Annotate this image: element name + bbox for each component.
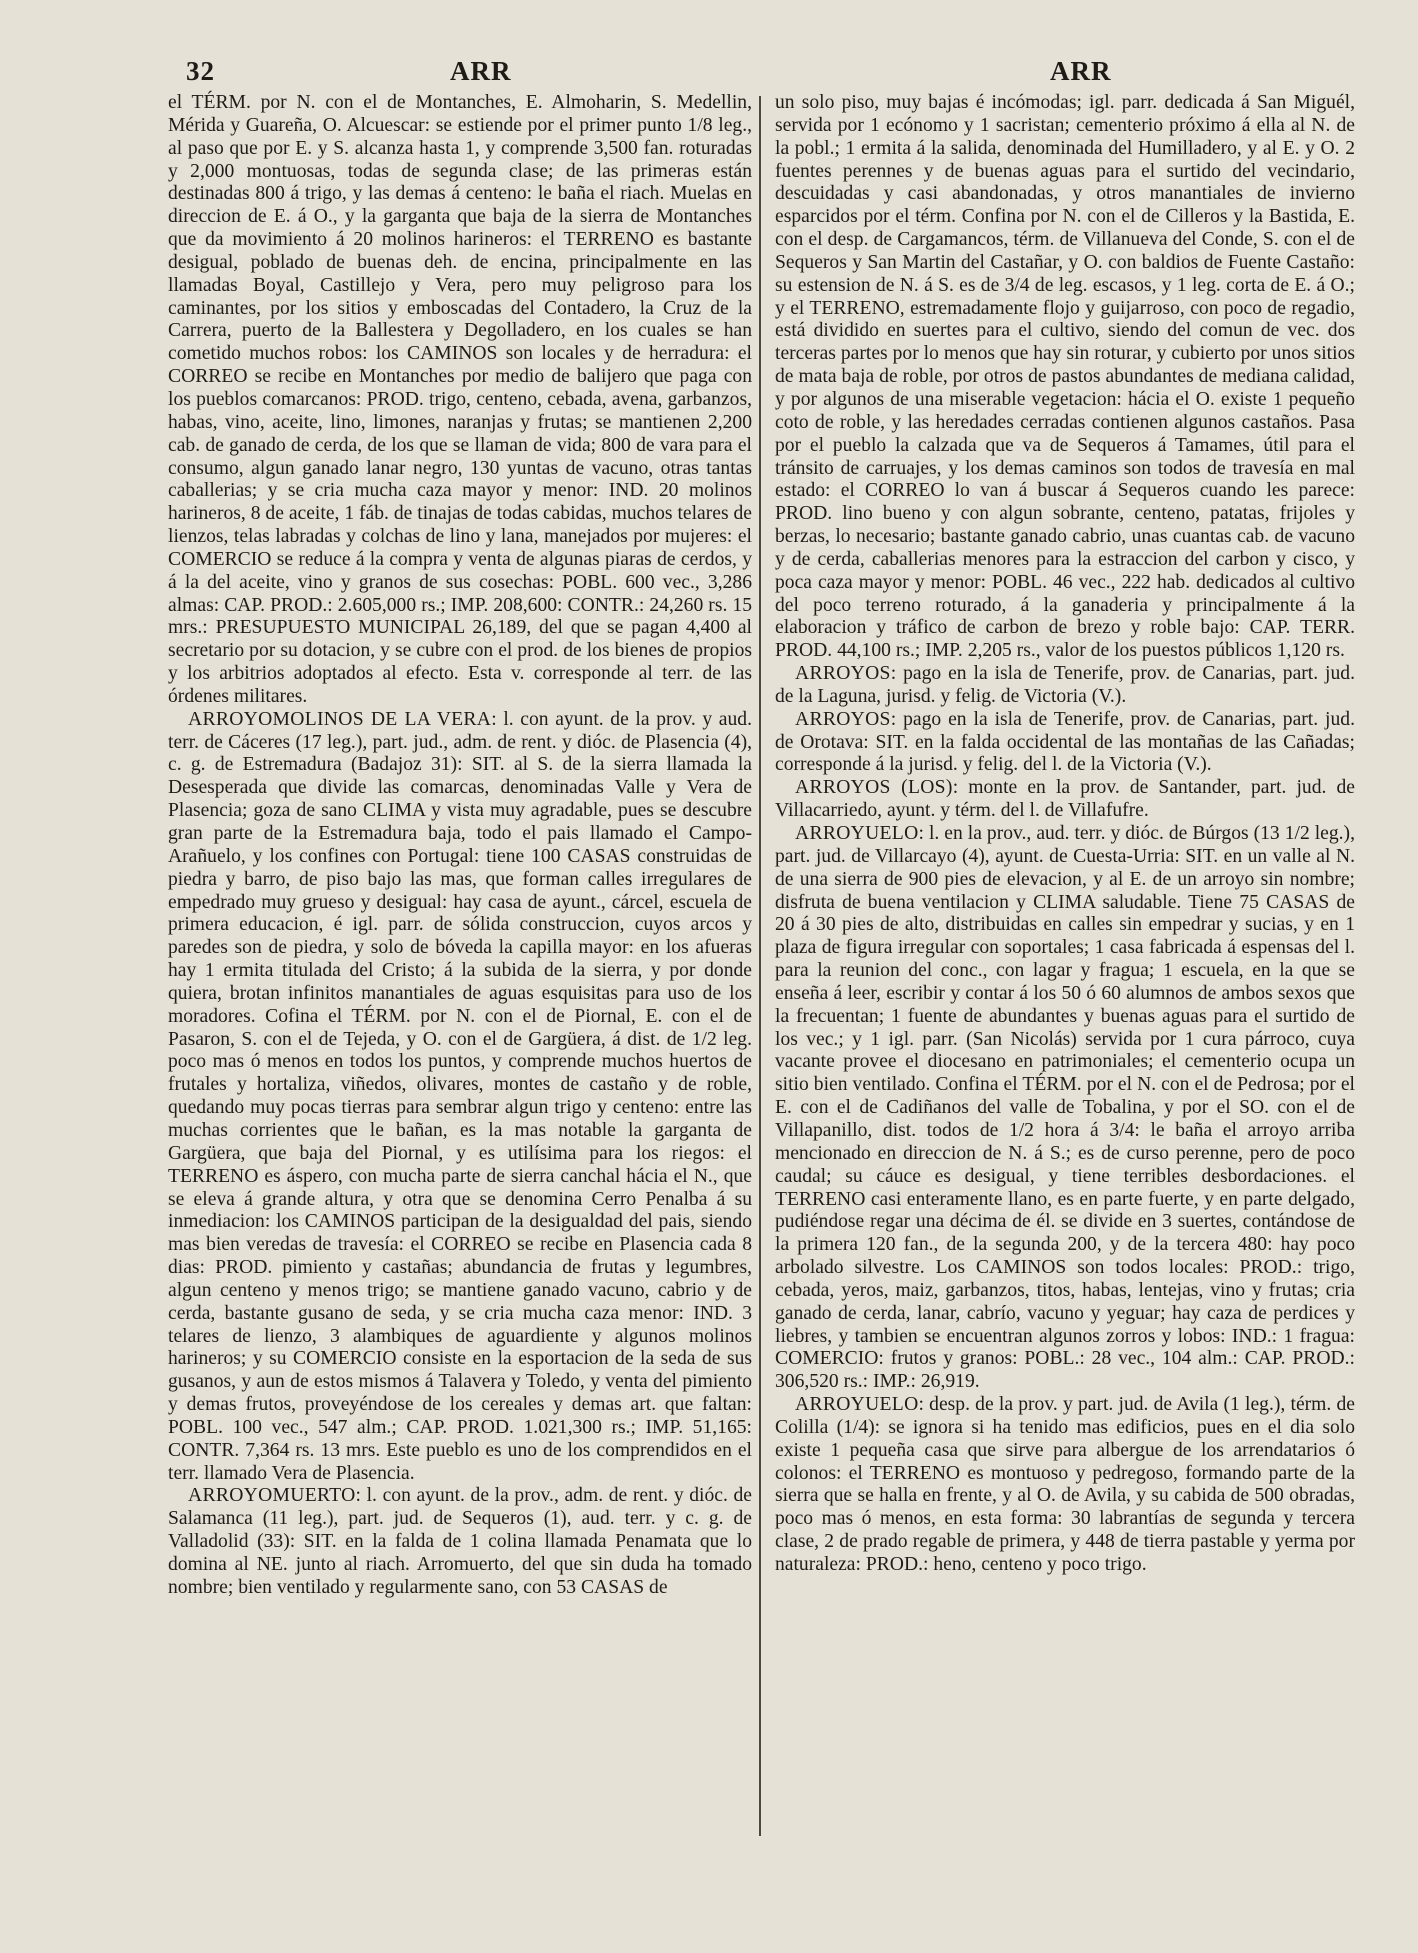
entry-headword: ARROYUELO <box>795 823 919 844</box>
entry-headword: ARROYOS <box>795 663 891 685</box>
entry-arroyos-orotava <box>775 709 1355 778</box>
entry-headword: ARROYUELO <box>795 1394 919 1416</box>
entry-text: : desp. de la prov. y part. jud. de Avila (1 leg.), térm. de Colilla (1/4): se ignora si ha tenido mas edificios, pues en el dia solo existe 1 pequeña casa que sirve para albergue de los arrendatarios ó colonos: el TERRENO es montuoso y pedregoso, formando parte de la sierra que se halla en frente, y al O. de Avila, y su cabida de 500 obradas, poco mas ó menos, en esta forma: 30 labrantías de segunda y tercera clase, 2 de prado regable de primera, y 448 de tierra pastable y yerma por naturaleza: PROD.: heno, centeno y poco trigo. <box>775 1394 1355 1575</box>
entry-continuation: el TÉRM. por N. con el de Montanches, E. Almoharin, S. Medellin, Mérida y Guareña, O. Alcuescar: se estiende por el primer punto 1/8 leg., al paso que por E. y S. alcanza hasta 1, y comprende 3,500 fan. roturadas y 2,000 montuosas, todas de segunda clase; de las primeras están destinadas 800 á trigo, y las demas á centeno: le baña el riach. Muelas en direccion de E. á O., y la garganta que baja de la sierra de Montanches que da movimiento á 20 molinos harineros: el TERRENO es bastante desigual, poblado de buenas deh. de encina, principalmente en las llamadas Boyal, Castillejo y Vera, pero muy peligroso para los caminantes, por los sitios y emboscadas del Contadero, la Cruz de la Carrera, puerto de la Ballestera y Degolladero, en los cuales se han cometido muchos robos: los CAMINOS son locales y de herradura: el CORREO se recibe en Montanches por medio de balijero que paga con los pueblos comarcanos: PROD. trigo, centeno, cebada, avena, garbanzos, habas, vino, aceite, lino, limones, naranjas y frutas; se mantienen 2,200 cab. de ganado de cerda, de los que se llaman de vida; 800 de vara para el consumo, algun ganado lanar negro, 130 yuntas de vacuno, otras tantas caballerias; y se cria mucha caza mayor y menor: IND. 20 molinos harineros, 8 de aceite, 1 fáb. de tinajas de todas cabidas, muchos telares de lienzos, telas labradas y colchas de lino y lana, manejados por mujeres: el COMERCIO se reduce á la compra y venta de algunas piaras de cerdos, y á la del aceite, vino y granos de sus cosechas: POBL. 600 vec., 3,286 almas: CAP. PROD.: 2.605,000 rs.; IMP. 208,600: CONTR.: 24,260 rs. 15 mrs.: PRESUPUESTO MUNICIPAL 26,189, del que se pagan 4,400 al secretario por su dotacion, y se cubre con el prod. de los bienes de propios y los arbitrios adoptados al efecto. Esta v. corresponde al terr. de las órdenes militares. <box>168 92 752 707</box>
page-number: 32 <box>186 56 215 86</box>
running-head-left: ARR <box>450 56 512 86</box>
entry-headword: ARROYOMOLINOS DE LA VERA <box>188 708 492 730</box>
entry-text: : pago en la isla de Tenerife, prov. de Canarias, part. jud. de Orotava: SIT. en la falda occidental de las montañas de las Cañadas; corresponde á la jurisd. y felig. del l. de la Victoria (V.). <box>775 708 1355 776</box>
entry-headword: ARROYOS <box>795 708 891 730</box>
entry-arroyos-laguna <box>775 663 1355 709</box>
entry-arroyuelo-avila <box>775 1394 1355 1577</box>
entry-arroyomolinos-de-la-vera <box>168 709 752 1486</box>
entry-continuation: un solo piso, muy bajas é incómodas; igl. parr. dedicada á San Miguél, servida por 1 ecónomo y 1 sacristan; cementerio próximo á ella al N. de la pobl.; 1 ermita á la salida, denominada del Humilladero, y al E. y O. 2 fuentes perennes y de buenas aguas para el surtido del vecindario, descuidadas y casi abandonadas, y otros manantiales de invierno esparcidos por el térm. Confina por N. con el de Cilleros y la Bastida, E. con el desp. de Cargamancos, térm. de Villanueva del Conde, S. con el de Sequeros y San Martin del Castañar, y O. con baldios de Fuente Castaño: su estension de N. á S. es de 3/4 de leg. escasos, y 1 leg. corta de E. á O.; y el TERRENO, estremadamente flojo y guijarroso, con poco de regadio, está dividido en suertes para el cultivo, siendo del comun de vec. dos terceras partes por lo menos que hay sin roturar, y cubierto por unos sitios de mata baja de roble, por otros de pastos abundantes de mediana calidad, y por algunos de una miserable vegetacion: hácia el O. existe 1 pequeño coto de roble, y las heredades cerradas contienen algunos castaños. Pasa por el pueblo la calzada que va de Sequeros á Tamames, útil para el tránsito de carruajes, y los demas caminos son todos de travesía en mal estado: el CORREO lo van á buscar á Sequeros cuando les parece: PROD. lino bueno y con algun sobrante, centeno, patatas, frijoles y berzas, lo necesario; bastante ganado cabrio, unas cuantas cab. de vacuno y de cerda, caballerias menores para la estraccion del carbon y cisco, y poca caza mayor y menor: POBL. 46 vec., 222 hab. dedicados al cultivo del poco terreno roturado, á la ganaderia y principalmente á la elaboracion y tráfico de carbon de brezo y roble bajo: CAP. TERR. PROD. 44,100 rs.; IMP. 2,205 rs., valor de los puestos públicos 1,120 rs. <box>775 92 1355 662</box>
entry-headword: ARROYOMUERTO <box>188 1485 356 1507</box>
entry-arroyomuerto <box>168 1485 752 1599</box>
entry-text: : l. con ayunt. de la prov. y aud. terr. de Cáceres (17 leg.), part. jud., adm. de rent. y dióc. de Plasencia (4), c. g. de Estremadura (Badajoz 31): SIT. al S. de la sierra llamada la Desesperada que divide las comarcas, denominadas Valle y Vera de Plasencia; goza de sano CLIMA y vista muy agradable, pues se descubre gran parte de la Estremadura baja, todo el pais llamado el Campo-Arañuelo, y los confines con Portugal: tiene 100 CASAS construidas de piedra y barro, de piso bajo las mas, que forman calles irregulares de empedrado muy grueso y desigual: hay casa de ayunt., cárcel, escuela de primera educacion, é igl. parr. de sólida construccion, cuyos arcos y paredes son de piedra, y solo de bóveda la capilla mayor: en los afueras hay 1 ermita titulada del Cristo; á la subida de la sierra, y por donde quiera, brotan infinitos manantiales de aguas esquisitas para uso de los moradores. Cofina el TÉRM. por N. con el de Piornal, E. con el de Pasaron, S. con el de Tejeda, y O. con el de Gargüera, á dist. de 1/2 leg. poco mas ó menos en todos los puntos, y comprende muchos huertos de frutales y hortaliza, viñedos, olivares, montes de castaño y de roble, quedando muy pocas tierras para sembrar algun trigo y centeno: entre las muchas corrientes que le bañan, es la mas notable la garganta de Gargüera, que baja del Piornal, y es utilísima para los riegos: el TERRENO es áspero, con mucha parte de sierra canchal hácia el N., que se eleva á grande altura, y otra que se denomina Cerro Penalba á su inmediacion: los CAMINOS participan de la desigualdad del pais, siendo mas bien veredas de travesía: el CORREO se recibe en Plasencia cada 8 dias: PROD. pimiento y castañas; abundancia de frutas y legumbres, algun centeno y menos trigo; se mantiene ganado vacuno, cabrio y de cerda, bastante gusano de seda, y se cria mucha caza menor: IND. 3 telares de lienzo, 3 alambiques de aguardiente y algunos molinos harineros; y su COMERCIO consiste en la esportacion de la seda de sus gusanos, y aun de estos mismos á Talavera y Toledo, y venta del pimiento y demas frutos, proveyéndose de los cereales y demas art. que faltan: POBL. 100 vec., 547 alm.; CAP. PROD. 1.021,300 rs.; IMP. 51,165: CONTR. 7,364 rs. 13 mrs. Este pueblo es uno de los comprendidos en el terr. llamado Vera de Plasencia. <box>168 708 752 1484</box>
entry-text: : l. en la prov., aud. terr. y dióc. de Búrgos (13 1/2 leg.), part. jud. de Villarcayo (4), ayunt. de Cuesta-Urria: SIT. en un valle al N. de una sierra de 900 pies de elevacion, y al E. de un arroyo sin nombre; disfruta de buena ventilacion y CLIMA saludable. Tiene 75 CASAS de 20 á 30 pies de alto, distribuidas en calles sin empedrar y sucias, y en 1 plaza de figura irregular con soportales; 1 casa fabricada á espensas del l. para la reunion del conc., con lagar y fragua; 1 escuela, en la que se enseña á leer, escribir y contar á los 50 ó 60 alumnos de ambos sexos que la frecuentan; 1 fuente de abundantes y buenas aguas para el surtido de los vec.; y 1 igl. parr. (San Nicolás) servida por 1 cura párroco, cuya vacante provee el diocesano en patrimoniales; el cementerio ocupa un sitio bien ventilado. Confina el TÉRM. por el N. con el de Pedrosa; por el E. con el de Cadiñanos del valle de Tobalina, y por el SO. con el de Villapanillo, dist. todos de 1/2 hora á 3/4: le baña el arroyo arriba mencionado en direccion de N. á S.; es de curso perenne, pero de poco caudal; su cáuce es desigual, y tiene terribles desbordaciones. el TERRENO casi enteramente llano, es en parte fuerte, y en parte delgado, pudiéndose regar una décima de él. se divide en 3 suertes, contándose de la primera 120 fan., de la segunda 200, y de la tercera 480: hay poco arbolado silvestre. Los CAMINOS son todos locales: PROD.: trigo, cebada, yeros, maiz, garbanzos, titos, habas, lentejas, vino y frutas; cria ganado de cerda, lanar, cabrío, vacuno y yeguar; hay caza de perdices y liebres, y tambien se encuentran algunos zorros y lobos: IND.: 1 fragua: COMERCIO: frutos y granos: POBL.: 28 vec., 104 alm.: CAP. PROD.: 306,520 rs.: IMP.: 26,919. <box>775 823 1355 1393</box>
entry-arroyuelo-burgos <box>775 823 1355 1394</box>
entry-text: : l. con ayunt. de la prov., adm. de rent. y dióc. de Salamanca (11 leg.), part. jud. de Sequeros (1), aud. terr. y c. g. de Valladolid (33): SIT. en la falda de 1 colina llamada Penamata que lo domina al NE. junto al riach. Arromuerto, del que sin duda ha tomado nombre; bien ventilado y regularmente sano, con 53 CASAS de <box>168 1485 752 1598</box>
right-column <box>775 92 1355 1577</box>
entry-arroyos-los <box>775 777 1355 823</box>
entry-text: : monte en la prov. de Santander, part. jud. de Villacarriedo, ayunt. y térm. del l. de Villafufre. <box>775 777 1355 822</box>
entry-headword: ARROYOS (LOS) <box>795 777 953 799</box>
left-column <box>168 92 752 1600</box>
entry-text: : pago en la isla de Tenerife, prov. de Canarias, part. jud. de la Laguna, jurisd. y felig. de Victoria (V.). <box>775 663 1355 707</box>
running-head-right: ARR <box>1050 56 1112 86</box>
column-divider <box>759 96 761 1836</box>
